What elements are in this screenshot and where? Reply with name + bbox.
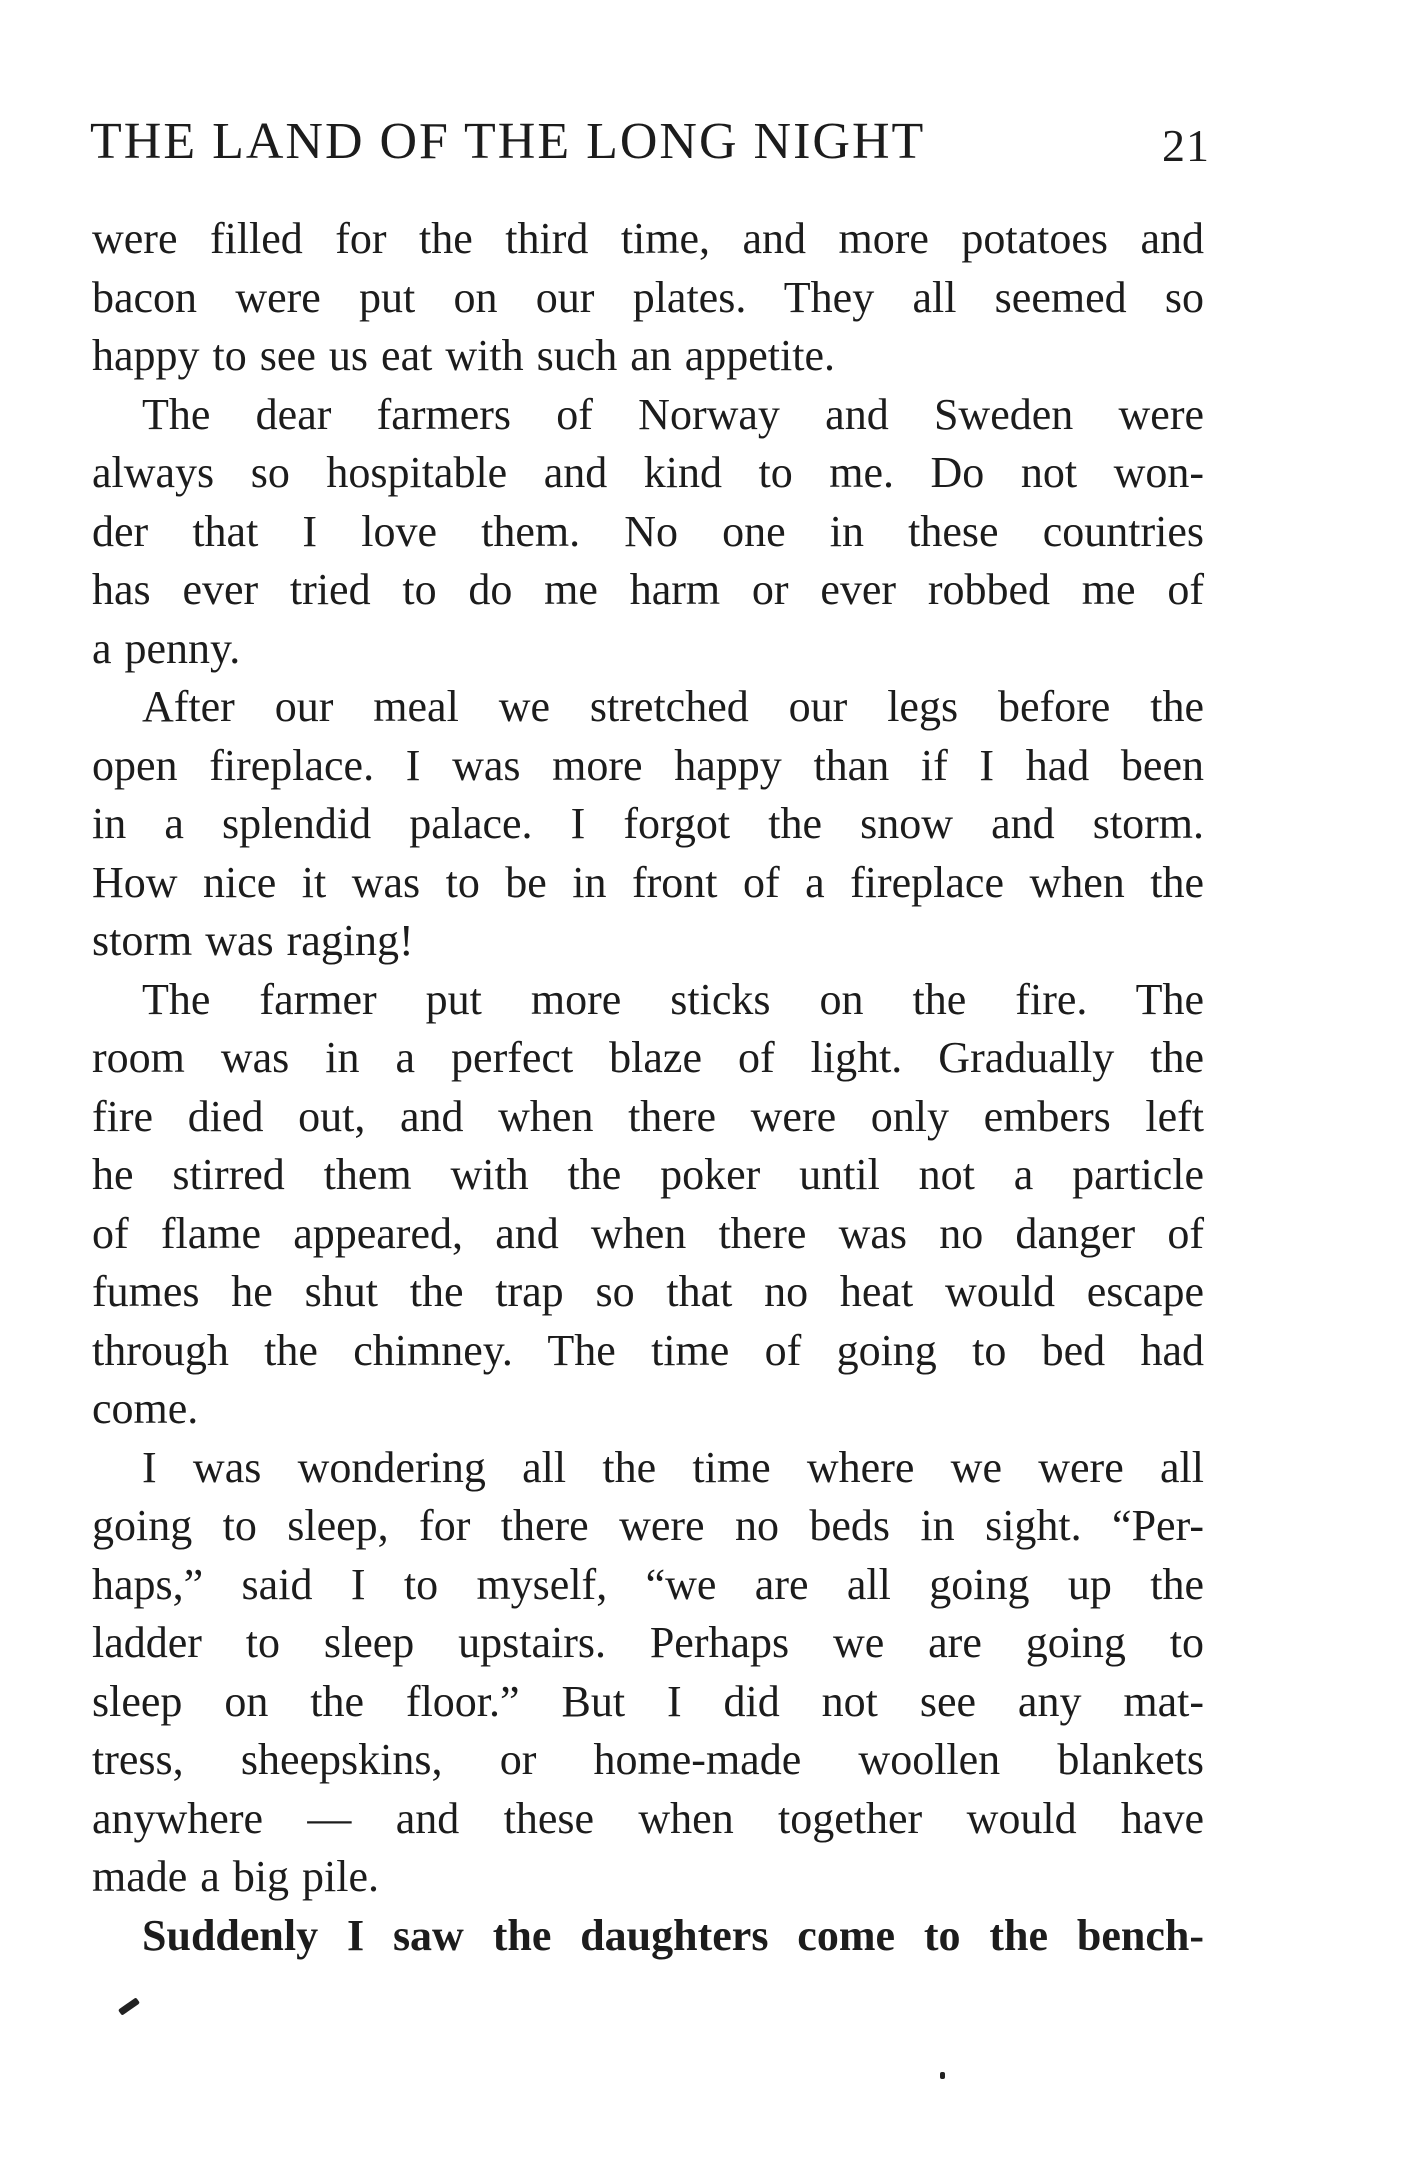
text-line: The farmer put more sticks on the fire. The (142, 974, 1204, 1024)
text-line: come. (92, 1384, 199, 1433)
text-line: ladder to sleep upstairs. Perhaps we are going to (92, 1618, 1204, 1667)
text-line: bacon were put on our plates. They all seemed so (92, 272, 1204, 322)
text-line: haps,” said I to myself, “we are all going up the (92, 1559, 1204, 1609)
text-line: tress, sheepskins, or home-made woollen blankets (92, 1735, 1204, 1784)
text-line: The dear farmers of Norway and Sweden were (142, 389, 1204, 439)
text-line: always so hospitable and kind to me. Do not won- (92, 448, 1204, 497)
text-line: in a splendid palace. I forgot the snow and storm. (92, 799, 1204, 848)
text-line: storm was raging! (92, 916, 414, 965)
text-line: he stirred them with the poker until not a particle (92, 1150, 1204, 1199)
page-number: 21 (1162, 120, 1210, 171)
ink-speck (940, 2072, 945, 2079)
text-line: of flame appeared, and when there was no danger of (92, 1208, 1204, 1258)
text-line: going to sleep, for there were no beds in sight. “Per- (92, 1501, 1204, 1550)
body-text (92, 210, 1204, 1965)
running-title: THE LAND OF THE LONG NIGHT (90, 113, 926, 170)
text-line: der that I love them. No one in these countries (92, 506, 1204, 556)
text-line: a penny. (92, 623, 241, 673)
text-line: anywhere — and these when together would have (92, 1793, 1204, 1843)
text-line: sleep on the floor.” But I did not see any mat- (92, 1676, 1204, 1726)
text-line: How nice it was to be in front of a fireplace when the (92, 857, 1204, 907)
text-line: open fireplace. I was more happy than if I had been (92, 740, 1204, 790)
text-line: were filled for the third time, and more potatoes and (92, 214, 1204, 263)
text-line: made a big pile. (92, 1852, 380, 1901)
text-line: After our meal we stretched our legs before the (142, 682, 1204, 731)
ink-speck (118, 1997, 140, 2015)
text-line: Suddenly I saw the daughters come to the bench- (142, 1910, 1204, 1960)
text-line: I was wondering all the time where we were all (142, 1442, 1204, 1492)
text-line: has ever tried to do me harm or ever robbed me of (92, 565, 1204, 614)
running-head (90, 112, 1210, 172)
text-line: happy to see us eat with such an appetite. (92, 331, 836, 380)
text-line: through the chimney. The time of going to bed had (92, 1325, 1204, 1375)
text-line: fire died out, and when there were only embers left (92, 1091, 1204, 1141)
text-line: room was in a perfect blaze of light. Gradually the (92, 1033, 1204, 1082)
text-line: fumes he shut the trap so that no heat would escape (92, 1267, 1204, 1316)
